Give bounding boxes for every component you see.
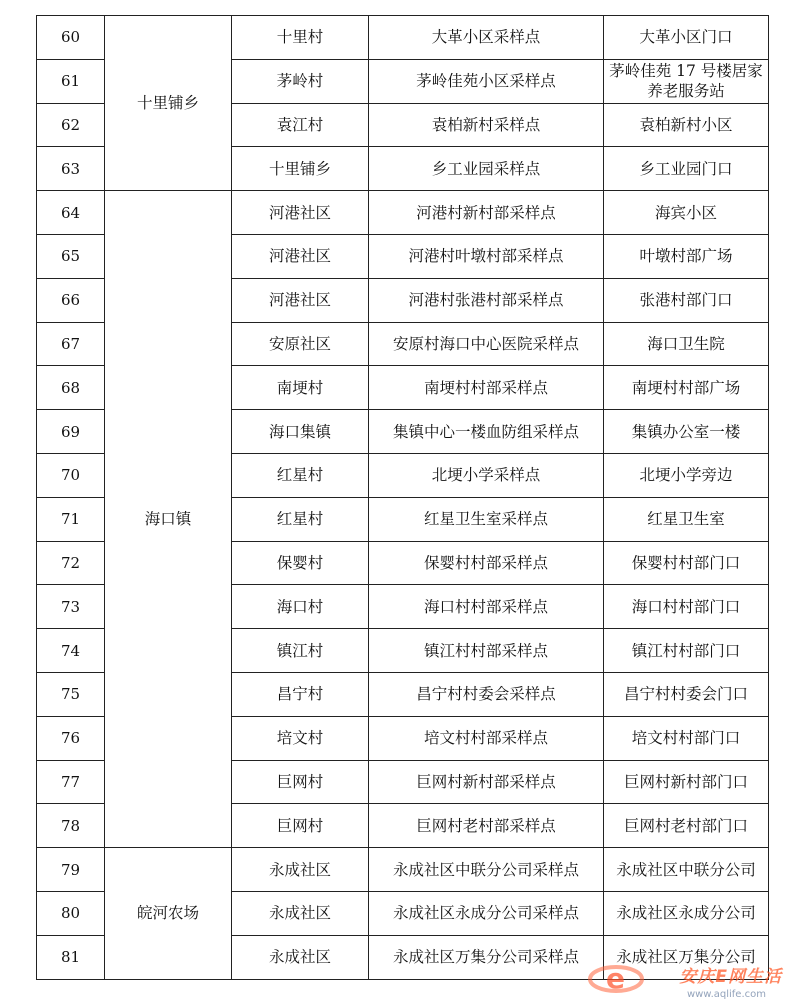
row-number: 72 xyxy=(37,541,105,585)
village-cell: 南埂村 xyxy=(232,366,369,410)
sampling-site-cell: 南埂村村部采样点 xyxy=(369,366,604,410)
village-cell: 十里铺乡 xyxy=(232,147,369,191)
location-cell: 永成社区万集分公司 xyxy=(604,935,769,979)
row-number: 78 xyxy=(37,804,105,848)
location-cell: 永成社区永成分公司 xyxy=(604,891,769,935)
location-cell: 张港村部门口 xyxy=(604,278,769,322)
sampling-site-cell: 袁柏新村采样点 xyxy=(369,103,604,147)
village-cell: 镇江村 xyxy=(232,629,369,673)
location-cell: 集镇办公室一楼 xyxy=(604,410,769,454)
row-number: 61 xyxy=(37,59,105,103)
row-number: 68 xyxy=(37,366,105,410)
sampling-site-cell: 巨网村老村部采样点 xyxy=(369,804,604,848)
svg-text:e: e xyxy=(606,962,625,995)
row-number: 74 xyxy=(37,629,105,673)
location-cell: 镇江村村部门口 xyxy=(604,629,769,673)
sampling-site-cell: 永成社区永成分公司采样点 xyxy=(369,891,604,935)
sampling-site-cell: 巨网村新村部采样点 xyxy=(369,760,604,804)
location-cell: 大革小区门口 xyxy=(604,16,769,60)
row-number: 76 xyxy=(37,716,105,760)
row-number: 62 xyxy=(37,103,105,147)
location-cell: 培文村村部门口 xyxy=(604,716,769,760)
row-number: 80 xyxy=(37,891,105,935)
table-body xyxy=(37,16,769,980)
row-number: 60 xyxy=(37,16,105,60)
village-cell: 培文村 xyxy=(232,716,369,760)
row-number: 81 xyxy=(37,935,105,979)
row-number: 77 xyxy=(37,760,105,804)
sampling-site-cell: 培文村村部采样点 xyxy=(369,716,604,760)
location-cell: 茅岭佳苑 17 号楼居家养老服务站 xyxy=(604,59,769,103)
table-row xyxy=(37,848,769,892)
township-cell: 皖河农场 xyxy=(105,848,232,979)
location-cell: 海口村村部门口 xyxy=(604,585,769,629)
table-row xyxy=(37,16,769,60)
village-cell: 安原社区 xyxy=(232,322,369,366)
village-cell: 十里村 xyxy=(232,16,369,60)
sampling-site-cell: 镇江村村部采样点 xyxy=(369,629,604,673)
sampling-site-cell: 安原村海口中心医院采样点 xyxy=(369,322,604,366)
location-cell: 永成社区中联分公司 xyxy=(604,848,769,892)
location-cell: 昌宁村村委会门口 xyxy=(604,672,769,716)
location-cell: 袁柏新村小区 xyxy=(604,103,769,147)
sampling-site-cell: 大革小区采样点 xyxy=(369,16,604,60)
sampling-site-cell: 永成社区中联分公司采样点 xyxy=(369,848,604,892)
sampling-site-cell: 集镇中心一楼血防组采样点 xyxy=(369,410,604,454)
location-cell: 叶墩村部广场 xyxy=(604,234,769,278)
village-cell: 袁江村 xyxy=(232,103,369,147)
watermark-text: 安庆E网生活 xyxy=(679,967,782,987)
sampling-site-cell: 北埂小学采样点 xyxy=(369,453,604,497)
table-row xyxy=(37,191,769,235)
village-cell: 保婴村 xyxy=(232,541,369,585)
sampling-site-cell: 河港村叶墩村部采样点 xyxy=(369,234,604,278)
sampling-site-cell: 海口村村部采样点 xyxy=(369,585,604,629)
sampling-site-cell: 乡工业园采样点 xyxy=(369,147,604,191)
location-cell: 海宾小区 xyxy=(604,191,769,235)
row-number: 69 xyxy=(37,410,105,454)
row-number: 63 xyxy=(37,147,105,191)
sampling-sites-table xyxy=(36,15,769,980)
location-cell: 红星卫生室 xyxy=(604,497,769,541)
row-number: 65 xyxy=(37,234,105,278)
row-number: 73 xyxy=(37,585,105,629)
location-cell: 北埂小学旁边 xyxy=(604,453,769,497)
village-cell: 河港社区 xyxy=(232,234,369,278)
watermark-url: www.aqlife.com xyxy=(686,989,766,1000)
location-cell: 巨网村新村部门口 xyxy=(604,760,769,804)
township-cell: 海口镇 xyxy=(105,191,232,848)
row-number: 67 xyxy=(37,322,105,366)
village-cell: 海口集镇 xyxy=(232,410,369,454)
row-number: 70 xyxy=(37,453,105,497)
row-number: 71 xyxy=(37,497,105,541)
row-number: 66 xyxy=(37,278,105,322)
sampling-site-cell: 红星卫生室采样点 xyxy=(369,497,604,541)
village-cell: 昌宁村 xyxy=(232,672,369,716)
village-cell: 河港社区 xyxy=(232,278,369,322)
location-cell: 南埂村村部广场 xyxy=(604,366,769,410)
village-cell: 河港社区 xyxy=(232,191,369,235)
village-cell: 永成社区 xyxy=(232,891,369,935)
village-cell: 永成社区 xyxy=(232,848,369,892)
location-cell: 巨网村老村部门口 xyxy=(604,804,769,848)
sampling-site-cell: 河港村张港村部采样点 xyxy=(369,278,604,322)
village-cell: 红星村 xyxy=(232,497,369,541)
location-cell: 保婴村村部门口 xyxy=(604,541,769,585)
row-number: 64 xyxy=(37,191,105,235)
sampling-site-cell: 茅岭佳苑小区采样点 xyxy=(369,59,604,103)
location-cell: 海口卫生院 xyxy=(604,322,769,366)
row-number: 75 xyxy=(37,672,105,716)
village-cell: 巨网村 xyxy=(232,804,369,848)
sampling-site-cell: 永成社区万集分公司采样点 xyxy=(369,935,604,979)
row-number: 79 xyxy=(37,848,105,892)
sampling-site-cell: 河港村新村部采样点 xyxy=(369,191,604,235)
sampling-site-cell: 昌宁村村委会采样点 xyxy=(369,672,604,716)
village-cell: 巨网村 xyxy=(232,760,369,804)
township-cell: 十里铺乡 xyxy=(105,16,232,191)
village-cell: 茅岭村 xyxy=(232,59,369,103)
village-cell: 红星村 xyxy=(232,453,369,497)
location-cell: 乡工业园门口 xyxy=(604,147,769,191)
village-cell: 永成社区 xyxy=(232,935,369,979)
village-cell: 海口村 xyxy=(232,585,369,629)
sampling-site-cell: 保婴村村部采样点 xyxy=(369,541,604,585)
